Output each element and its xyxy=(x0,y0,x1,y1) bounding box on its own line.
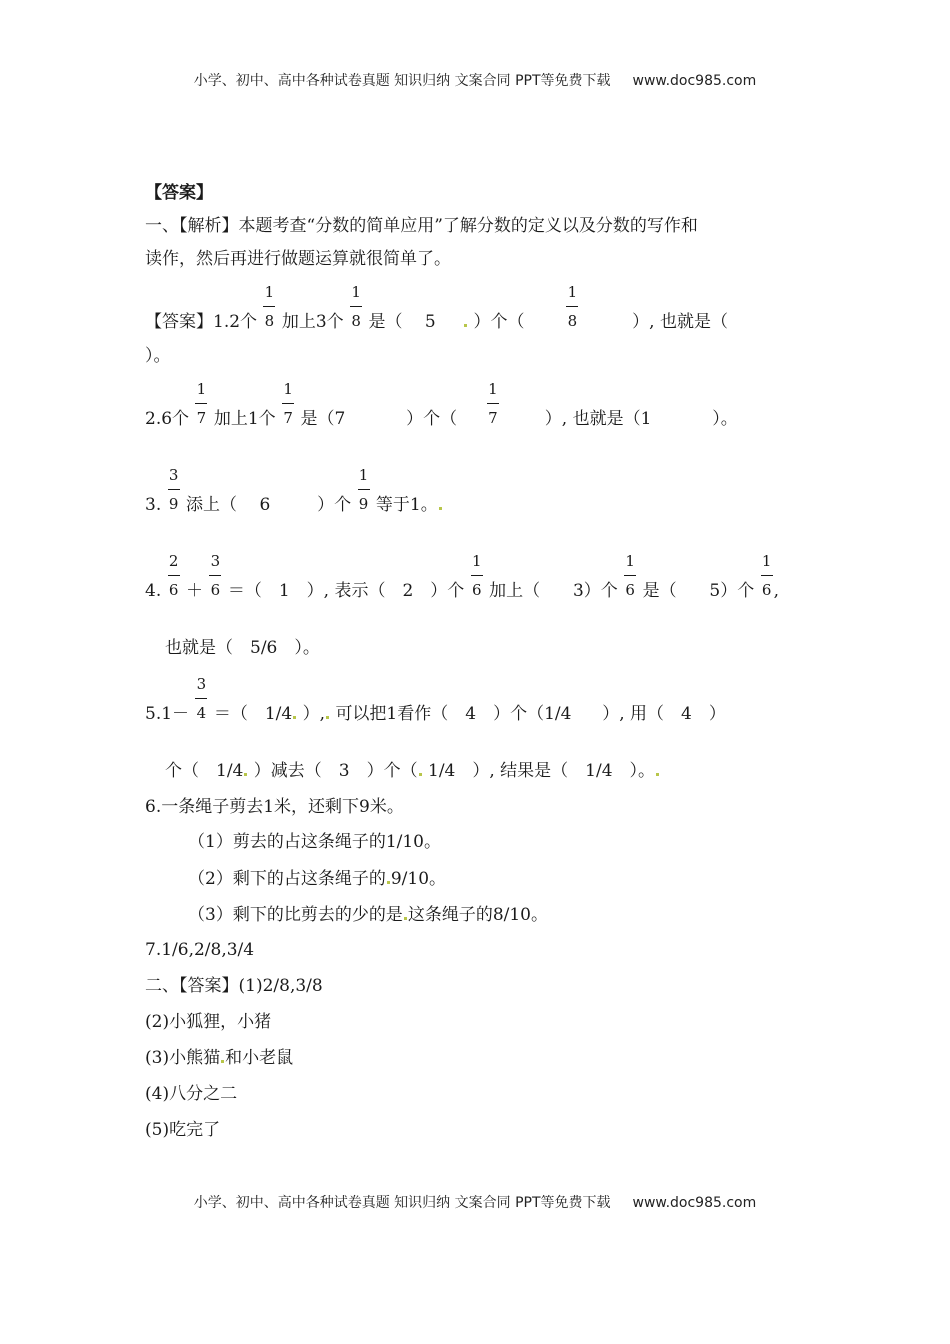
numerator: 3 xyxy=(210,552,221,570)
fraction-one-sixth xyxy=(624,552,636,603)
q1-text-2: 加上3个 xyxy=(281,312,344,332)
q4-plus: ＋ xyxy=(186,581,204,601)
fraction-one-seventh xyxy=(487,380,499,431)
fraction-bar xyxy=(350,306,362,307)
q1-text-5: ）, 也就是（ xyxy=(632,312,728,332)
q1-text-3: 是（ 5 xyxy=(368,312,436,332)
numerator: 1 xyxy=(358,466,369,484)
denominator: 4 xyxy=(196,704,207,722)
page-header xyxy=(0,70,950,90)
section-2-answer-3 xyxy=(145,1046,293,1070)
q1-text-4: ）个（ xyxy=(473,312,525,332)
fraction-one-seventh xyxy=(195,380,207,431)
analysis-line-2: 读作，然后再进行做题运算就很简单了。 xyxy=(145,249,451,269)
question-1 xyxy=(145,283,728,334)
section-2-answer-4: (4)八分之二 xyxy=(145,1084,238,1104)
q3-text-3: ）个 xyxy=(317,495,352,515)
fraction-one-eighth xyxy=(263,283,275,334)
denominator: 6 xyxy=(625,581,635,599)
fraction-one-eighth xyxy=(566,283,578,334)
question-3 xyxy=(145,466,443,517)
analysis-line-1: 一、【解析】本题考查“分数的简单应用”了解分数的定义以及分数的写作和 xyxy=(145,216,698,236)
fraction-bar xyxy=(209,575,221,576)
question-6-part-1: （1）剪去的占这条绳子的1/10。 xyxy=(188,832,441,852)
q3-text-2: 添上（ 6 xyxy=(186,495,271,515)
fraction-bar xyxy=(195,698,207,699)
question-7: 7.1/6,2/8,3/4 xyxy=(145,940,255,960)
q2-text-3: 是（7 xyxy=(300,409,346,429)
denominator: 7 xyxy=(196,409,207,427)
q3-text-4: 等于1。 xyxy=(375,495,438,515)
fraction-three-fourths xyxy=(195,675,207,726)
q4-comma: , xyxy=(773,581,780,601)
fraction-bar xyxy=(195,403,207,404)
q6-p2-text-b: 9/10。 xyxy=(390,869,447,889)
footer-text: 小学、初中、高中各种试卷真题 知识归纳 文案合同 PPT等免费下载 xyxy=(193,1195,611,1211)
q2-text-2: 加上1个 xyxy=(213,409,276,429)
question-4-cont: 也就是（ 5/6 ）。 xyxy=(165,638,320,658)
q2-text-1: 2.6个 xyxy=(145,409,190,429)
denominator: 7 xyxy=(283,409,293,427)
fraction-bar xyxy=(487,403,499,404)
marker-dot xyxy=(387,881,390,884)
marker-dot xyxy=(326,716,329,719)
q4-text-1: 4. xyxy=(145,581,162,601)
fraction-three-sixths xyxy=(209,552,221,603)
s2-a3-text-b: 和小老鼠 xyxy=(225,1048,294,1068)
section-2-answer-1: 二、【答案】(1)2/8,3/8 xyxy=(145,976,323,996)
denominator: 8 xyxy=(567,312,578,330)
numerator: 3 xyxy=(196,675,207,693)
denominator: 8 xyxy=(351,312,361,330)
fraction-one-seventh xyxy=(282,380,294,431)
fraction-bar xyxy=(282,403,294,404)
numerator: 1 xyxy=(567,283,578,301)
fraction-bar xyxy=(471,575,483,576)
denominator: 9 xyxy=(358,495,369,513)
denominator: 6 xyxy=(168,581,179,599)
marker-dot xyxy=(221,1060,224,1063)
q1-text-1: 【答案】1.2个 xyxy=(145,312,258,332)
answer-heading: 【答案】 xyxy=(145,183,213,203)
denominator: 9 xyxy=(168,495,179,513)
denominator: 7 xyxy=(488,409,498,427)
fraction-bar xyxy=(566,306,578,307)
q4-text-7: 5）个 xyxy=(709,581,755,601)
question-6-part-3 xyxy=(188,903,548,927)
q4-text-5: 3）个 xyxy=(572,581,618,601)
numerator: 1 xyxy=(488,380,498,398)
question-2 xyxy=(145,380,738,431)
page-footer xyxy=(0,1192,950,1212)
numerator: 1 xyxy=(283,380,293,398)
q6-p2-text-a: （2）剩下的占这条绳子的 xyxy=(188,869,386,889)
denominator: 6 xyxy=(210,581,221,599)
numerator: 1 xyxy=(625,552,635,570)
s2-a3-text-a: (3)小熊猫 xyxy=(145,1048,221,1068)
q4-text-3: ＝（ 1 ）, 表示（ 2 ）个 xyxy=(227,581,465,601)
fraction-bar xyxy=(624,575,636,576)
question-6-title: 6.一条绳子剪去1米，还剩下9米。 xyxy=(145,797,404,817)
fraction-bar xyxy=(263,306,275,307)
q5-text-9: 果是（ 1/4 ）。 xyxy=(517,761,656,781)
numerator: 2 xyxy=(168,552,179,570)
numerator: 1 xyxy=(471,552,482,570)
fraction-one-eighth xyxy=(350,283,362,334)
denominator: 6 xyxy=(471,581,482,599)
q2-text-6: ）。 xyxy=(712,409,738,429)
q5-text-4: 可以把1看作（ 4 ）个（1/4 xyxy=(335,704,572,724)
denominator: 8 xyxy=(264,312,275,330)
fraction-bar xyxy=(168,575,180,576)
marker-dot xyxy=(656,773,659,776)
q3-text-1: 3. xyxy=(145,495,162,515)
q5-text-7: ）减去（ 3 ）个（ xyxy=(253,761,418,781)
marker-dot xyxy=(439,507,442,510)
q6-p3-text-a: （3）剩下的比剪去的少的是 xyxy=(188,905,403,925)
question-5-cont xyxy=(165,759,660,783)
marker-dot xyxy=(464,324,467,327)
q5-text-1: 5.1－ xyxy=(145,704,190,724)
fraction-one-sixth xyxy=(761,552,773,603)
q5-text-2: ＝（ 1/4 xyxy=(213,704,293,724)
q4-text-4: 加上（ xyxy=(489,581,541,601)
section-2-answer-2: (2)小狐狸，小猪 xyxy=(145,1012,272,1032)
q2-text-4: ）个（ xyxy=(406,409,458,429)
q2-text-5: ）, 也就是（1 xyxy=(544,409,652,429)
fraction-two-sixths xyxy=(168,552,180,603)
fraction-bar xyxy=(761,575,773,576)
question-6-part-2 xyxy=(188,867,446,891)
numerator: 3 xyxy=(168,466,179,484)
q4-text-6: 是（ xyxy=(642,581,677,601)
marker-dot xyxy=(404,917,407,920)
fraction-three-ninths xyxy=(168,466,180,517)
q5-text-6: 个（ 1/4 xyxy=(165,761,244,781)
header-site[interactable]: www.doc985.com xyxy=(632,73,757,89)
fraction-one-ninth xyxy=(358,466,370,517)
numerator: 1 xyxy=(351,283,361,301)
q5-text-8: 1/4 ）, 结 xyxy=(428,761,518,781)
header-text: 小学、初中、高中各种试卷真题 知识归纳 文案合同 PPT等免费下载 xyxy=(193,73,611,89)
denominator: 6 xyxy=(761,581,772,599)
question-1-cont: ）。 xyxy=(145,346,171,366)
numerator: 1 xyxy=(196,380,207,398)
q5-text-3: ）, xyxy=(302,704,326,724)
q5-text-5: ）, 用（ 4 ） xyxy=(602,704,726,724)
fraction-bar xyxy=(168,489,180,490)
footer-site[interactable]: www.doc985.com xyxy=(632,1195,757,1211)
marker-dot xyxy=(293,716,296,719)
section-2-answer-5: (5)吃完了 xyxy=(145,1120,221,1140)
question-5 xyxy=(145,675,726,726)
numerator: 1 xyxy=(761,552,772,570)
fraction-bar xyxy=(358,489,370,490)
marker-dot xyxy=(419,773,422,776)
q6-p3-text-b: 这条绳子的8/10。 xyxy=(407,905,549,925)
question-4 xyxy=(145,552,780,603)
fraction-one-sixth xyxy=(471,552,483,603)
marker-dot xyxy=(244,773,247,776)
numerator: 1 xyxy=(264,283,275,301)
